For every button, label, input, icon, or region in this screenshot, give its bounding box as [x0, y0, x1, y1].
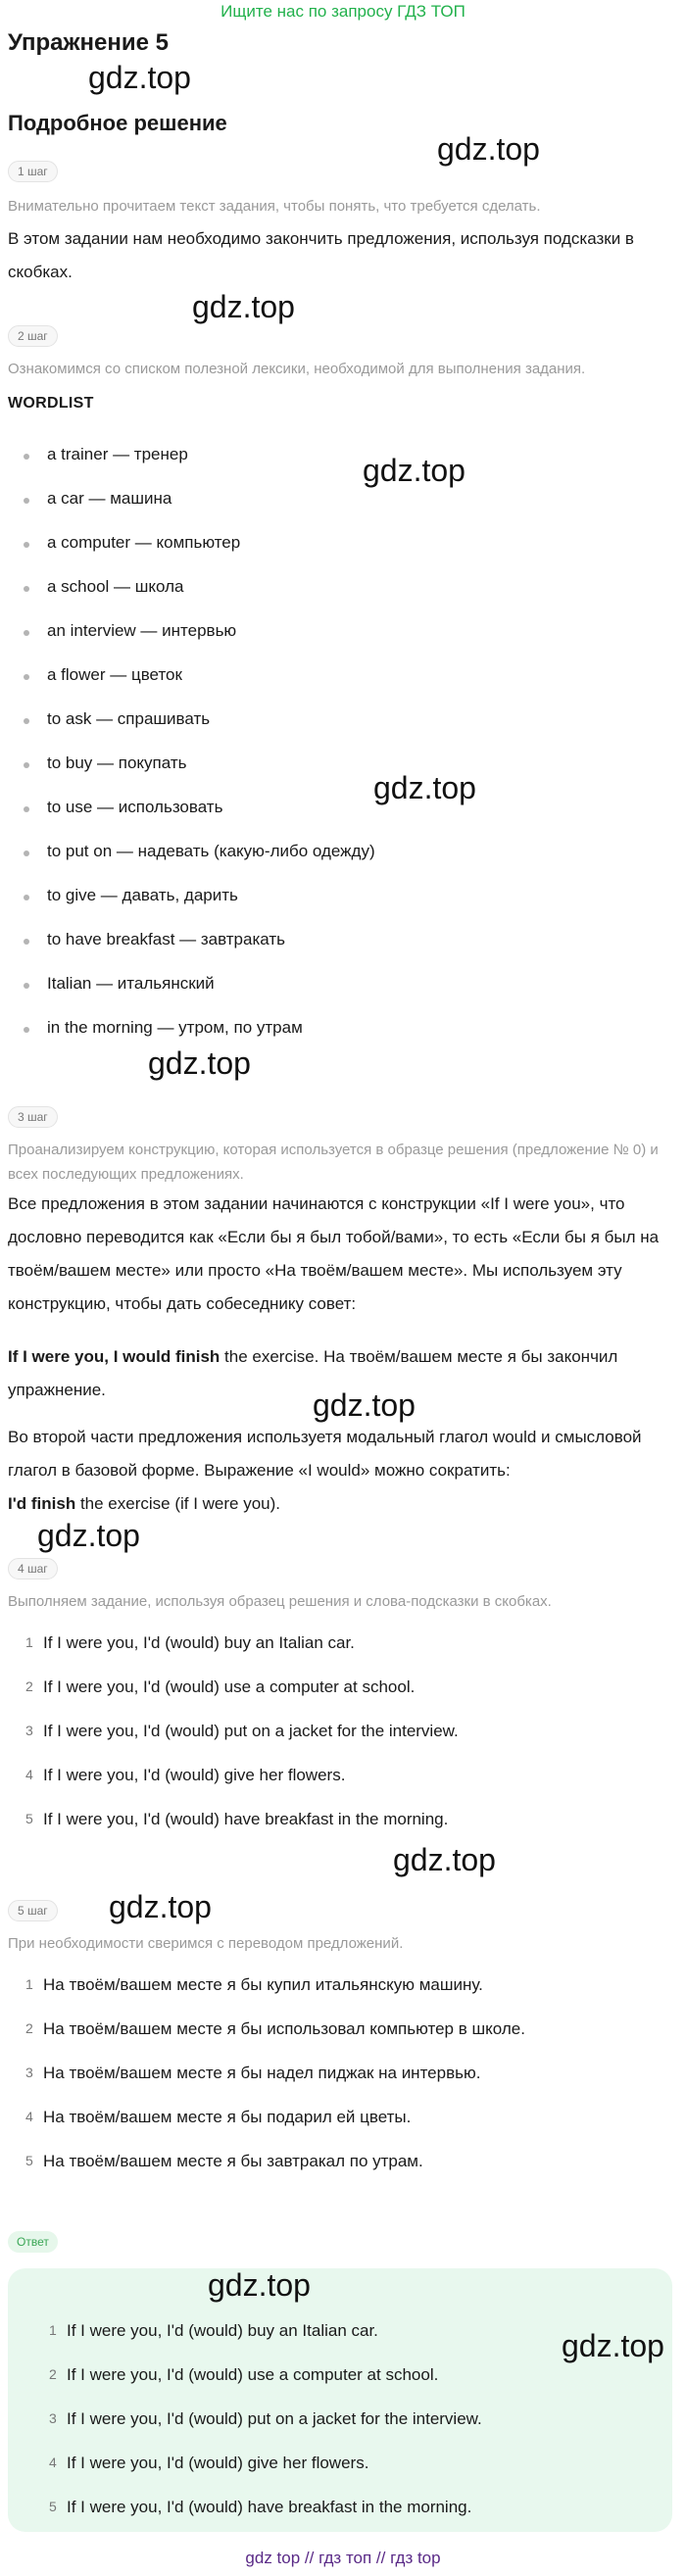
step-2-hint: Ознакомимся со списком полезной лексики, необходимой для выполнения задания. [8, 361, 586, 377]
bullet-icon [24, 630, 29, 636]
bullet-icon [24, 586, 29, 592]
watermark: gdz.top [313, 1387, 416, 1423]
list-item: to use — использовать [0, 794, 686, 823]
list-item: a car — машина [0, 485, 686, 514]
bullet-icon [24, 806, 29, 812]
step-3-paragraph-1: Все предложения в этом задании начинаются с конструкции «If I were you», что дословно переводится как «Если бы я был тобой/вами», то есть «Если бы я был на твоём/вашем месте» или просто «На твоём/вашем месте». Мы используем эту конструкцию, чтобы дать собеседнику совет: [8, 1194, 660, 1313]
list-item: to have breakfast — завтракать [0, 926, 686, 955]
solution-heading: Подробное решение [8, 111, 227, 135]
step-1-hint: Внимательно прочитаем текст задания, чтобы понять, что требуется сделать. [8, 198, 541, 215]
bullet-icon [24, 939, 29, 945]
bullet-icon [24, 983, 29, 989]
step-3-hint: Проанализируем конструкцию, которая используется в образце решения (предложение № 0) и всех последующих предложениях. [8, 1142, 659, 1183]
list-item: a school — школа [0, 573, 686, 603]
list-item: 4 На твоём/вашем месте я бы подарил ей цветы. [25, 2108, 412, 2126]
bullet-icon [24, 674, 29, 680]
watermark: gdz.top [192, 289, 295, 324]
list-item: in the morning — утром, по утрам [0, 1014, 686, 1044]
watermark: gdz.top [88, 60, 191, 95]
watermark: gdz.top [208, 2267, 311, 2303]
list-item: 4 If I were you, I'd (would) give her flowers. [25, 1766, 346, 1784]
watermark: gdz.top [562, 2328, 664, 2363]
list-item: 4 If I were you, I'd (would) give her flowers. [49, 2454, 369, 2472]
step-badge-1: 1 шаг [8, 161, 58, 182]
example-bold: If I were you, I would finish [8, 1347, 220, 1366]
list-item: 5 На твоём/вашем месте я бы завтракал по утрам. [25, 2152, 423, 2170]
bullet-icon [24, 851, 29, 856]
list-item: 2 If I were you, I'd (would) use a computer at school. [25, 1677, 416, 1696]
list-item: 1 If I were you, I'd (would) buy an Italian car. [49, 2321, 378, 2340]
list-item: to buy — покупать [0, 750, 686, 779]
footer-links[interactable]: gdz top // гдз топ // гдз top [245, 2549, 441, 2567]
list-item: to give — давать, дарить [0, 882, 686, 911]
list-item: Italian — итальянский [0, 970, 686, 999]
step-5-hint: При необходимости сверимся с переводом предложений. [8, 1935, 404, 1952]
watermark: gdz.top [373, 770, 476, 805]
step-badge-5: 5 шаг [8, 1900, 58, 1921]
step-badge-3: 3 шаг [8, 1106, 58, 1128]
watermark: gdz.top [148, 1045, 251, 1081]
bullet-icon [24, 542, 29, 548]
list-item: a trainer — тренер [0, 441, 686, 470]
list-item: 5 If I were you, I'd (would) have breakfast in the morning. [25, 1810, 449, 1828]
bullet-icon [24, 1027, 29, 1033]
list-item: a computer — компьютер [0, 529, 686, 559]
list-item: 3 If I were you, I'd (would) put on a jacket for the interview. [49, 2409, 482, 2428]
step-badge-2: 2 шаг [8, 325, 58, 347]
list-item: 2 If I were you, I'd (would) use a computer at school. [49, 2365, 439, 2384]
example-short-bold: I'd finish [8, 1494, 76, 1513]
step-3-paragraph-2: If I were you, I would finish the exercise. На твоём/вашем месте я бы закончил упражнение. [8, 1347, 618, 1399]
step-3-paragraph-3: Во второй части предложения используетя модальный глагол would и смысловой глагол в базовой форме. Выражение «I would» можно сократить: [8, 1428, 642, 1480]
list-item: 1 На твоём/вашем месте я бы купил итальянскую машину. [25, 1975, 483, 1994]
list-item: a flower — цветок [0, 661, 686, 691]
watermark: gdz.top [437, 131, 540, 167]
list-item: to ask — спрашивать [0, 705, 686, 735]
page-title: Упражнение 5 [8, 29, 169, 56]
list-item: 1 If I were you, I'd (would) buy an Italian car. [25, 1633, 355, 1652]
bullet-icon [24, 895, 29, 900]
bullet-icon [24, 454, 29, 460]
watermark: gdz.top [393, 1842, 496, 1877]
step-3-paragraph-4: I'd finish the exercise (if I were you). [8, 1494, 281, 1513]
bullet-icon [24, 762, 29, 768]
step-badge-4: 4 шаг [8, 1558, 58, 1580]
list-item: 3 If I were you, I'd (would) put on a jacket for the interview. [25, 1722, 459, 1740]
wordlist-heading: WORDLIST [8, 395, 94, 412]
list-item: 2 На твоём/вашем месте я бы использовал компьютер в школе. [25, 2019, 525, 2038]
answer-badge: Ответ [8, 2231, 58, 2253]
list-item: an interview — интервью [0, 617, 686, 647]
list-item: to put on — надевать (какую-либо одежду) [0, 838, 686, 867]
bullet-icon [24, 718, 29, 724]
search-banner[interactable]: Ищите нас по запросу ГДЗ ТОП [220, 2, 466, 21]
bullet-icon [24, 498, 29, 504]
list-item: 5 If I were you, I'd (would) have breakfast in the morning. [49, 2498, 472, 2516]
watermark: gdz.top [37, 1518, 140, 1553]
watermark: gdz.top [363, 453, 466, 488]
watermark: gdz.top [109, 1889, 212, 1924]
list-item: 3 На твоём/вашем месте я бы надел пиджак на интервью. [25, 2064, 481, 2082]
step-1-text: В этом задании нам необходимо закончить предложения, используя подсказки в скобках. [8, 229, 634, 281]
answer-box [8, 2268, 672, 2532]
step-4-hint: Выполняем задание, используя образец решения и слова-подсказки в скобках. [8, 1593, 552, 1610]
